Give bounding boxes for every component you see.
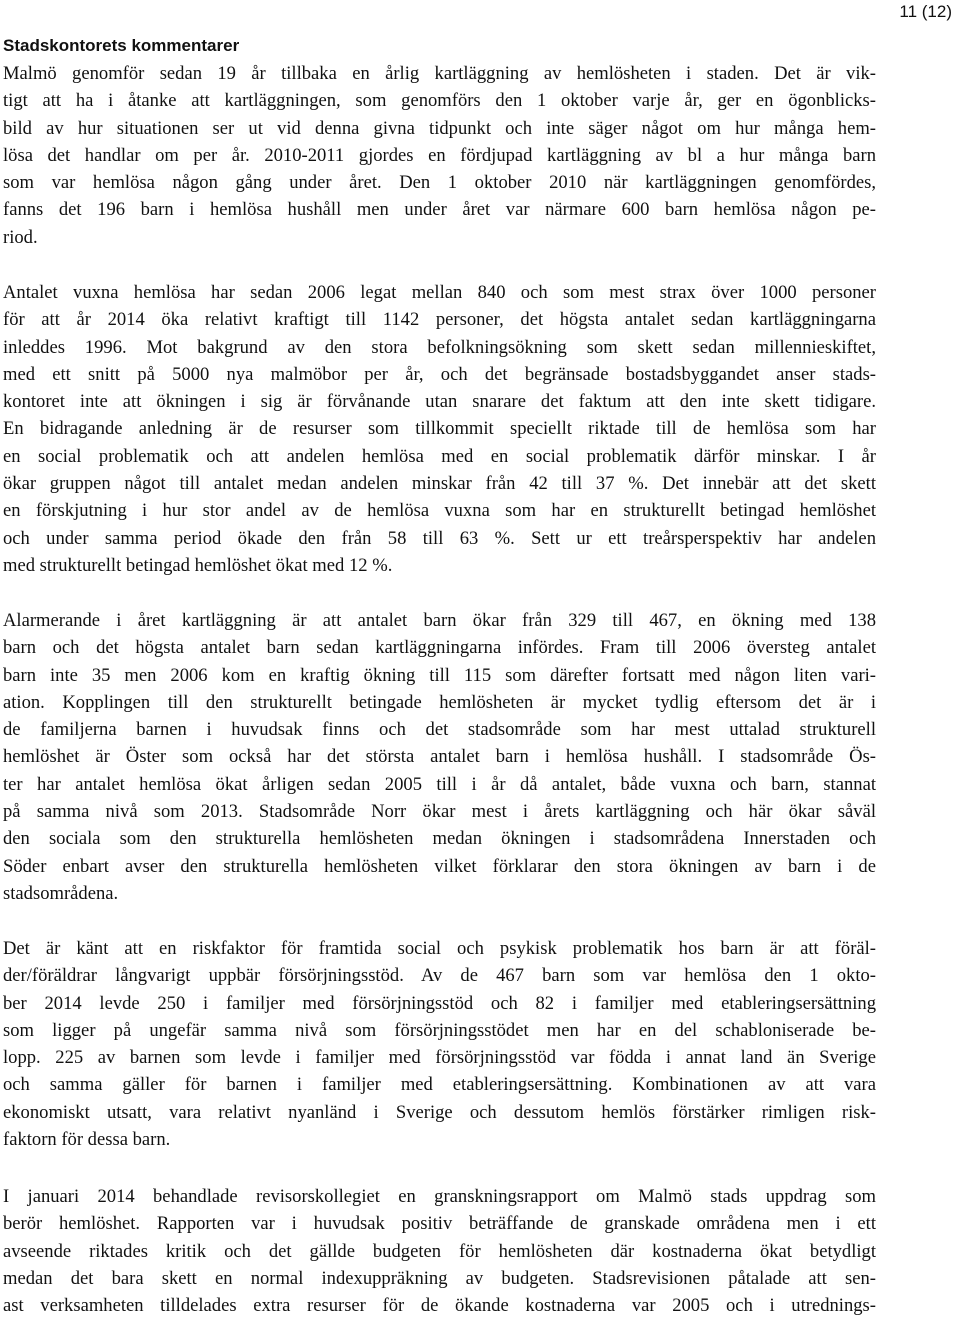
text-line: Alarmerande i året kartläggning är att antalet barn ökar från 329 till 467, en ökning med 138	[3, 610, 876, 631]
text-line: barn och det högsta antalet barn sedan kartläggningarna infördes. Fram till 2006 översteg antalet	[3, 637, 876, 659]
text-line: der/föräldrar långvarigt uppbär försörjningsstöd. Av de 467 barn som var hemlösa den 1 okto-	[3, 965, 876, 987]
paragraph-1	[3, 60, 876, 251]
text-line: Söder enbart avser den strukturella hemlösheten vilket förklarar den stora ökningen av barn i de	[3, 855, 876, 877]
section-heading: Stadskontorets kommentarer	[3, 36, 240, 55]
page-number: 11 (12)	[899, 2, 952, 21]
text-line: En bidragande anledning är de resurser som tillkommit speciellt riktade till de hemlösa som har	[3, 418, 876, 440]
text-line: Det är känt att en riskfaktor för framtida social och psykisk problematik hos barn är att föräl-	[3, 938, 876, 959]
text-line: en social problematik och att andelen hemlösa med en social problematik därför minskar. I år	[3, 445, 876, 467]
text-line: stadsområdena.	[3, 882, 119, 904]
text-line: riod.	[3, 226, 38, 248]
text-line: med strukturellt betingad hemlöshet ökat med 12 %.	[3, 554, 393, 576]
text-line: ber 2014 levde 250 i familjer med försörjningsstöd och 82 i familjer med etableringsersättning	[3, 992, 876, 1014]
text-line: tigt att ha i åtanke att kartläggningen, som genomförs den 1 oktober varje år, ger en ögonblicks-	[3, 90, 876, 112]
text-line: hemlöshet är Öster som också har det största antalet barn i hemlösa hushåll. I stadsområde Ös-	[3, 746, 876, 768]
text-line: I januari 2014 behandlade revisorskollegiet en granskningsrapport om Malmö stads uppdrag som	[3, 1186, 876, 1207]
text-line: på samma nivå som 2013. Stadsområde Norr ökar mest i årets kartläggning och här ökar såväl	[3, 801, 876, 823]
text-line: och under samma period ökade den från 58 till 63 %. Sett ur ett treårsperspektiv har andelen	[3, 527, 876, 549]
text-line: med ett snitt på 5000 nya malmöbor per år, och det begränsade bostadsbyggandet anser stads-	[3, 363, 876, 385]
text-line: avseende riktades kritik och det gällde budgeten för hemlösheten där kostnaderna ökat betydligt	[3, 1240, 876, 1262]
text-line: lösa det handlar om per år. 2010-2011 gjordes en fördjupad kartläggning av bl a hur många barn	[3, 144, 876, 166]
paragraph-5	[3, 1183, 876, 1319]
text-line: den sociala som den strukturella hemlösheten medan ökningen i stadsområdena Innerstaden och	[3, 828, 876, 850]
text-line: och samma gäller för barnen i familjer med etableringsersättning. Kombinationen av att vara	[3, 1074, 876, 1096]
paragraph-2	[3, 279, 876, 579]
text-line: en förskjutning i hur stor andel av de hemlösa vuxna som har en strukturellt betingad hemlöshet	[3, 500, 876, 522]
text-line: barn inte 35 men 2006 kom en kraftig ökning till 115 som därefter fortsatt med någon liten vari-	[3, 664, 876, 686]
text-line: medan det bara skett en normal indexuppräkning av budgeten. Stadsrevisionen påtalade att sen-	[3, 1267, 876, 1289]
text-line: för att år 2014 öka relativt kraftigt till 1142 personer, det högsta antalet sedan kartläggningarna	[3, 309, 876, 331]
text-line: ation. Kopplingen till den strukturellt betingade hemlösheten är mycket tydlig eftersom det är i	[3, 691, 876, 713]
text-line: de familjerna barnen i huvudsak finns och det stadsområde som har mest uttalad strukturell	[3, 719, 876, 741]
text-line: inleddes 1996. Mot bakgrund av den stora befolkningsökning som skett sedan millennieskiftet,	[3, 336, 876, 358]
text-line: lopp. 225 av barnen som levde i familjer med försörjningsstöd var födda i annat land än Sverige	[3, 1047, 876, 1069]
text-line: ekonomiskt utsatt, vara relativt nyanländ i Sverige och dessutom hemlös förstärker rimligen risk-	[3, 1101, 876, 1123]
text-line: kontoret inte att ökningen i sig är förvånande utan snarare det faktum att den inte skett tidigare.	[3, 391, 876, 413]
text-line: berör hemlöshet. Rapporten var i huvudsak positiv beträffande de granskade områdena men i ett	[3, 1213, 876, 1235]
text-line: fanns det 196 barn i hemlösa hushåll men under året var närmare 600 barn hemlösa någon pe-	[3, 199, 876, 221]
text-line: bild av hur situationen ser ut vid denna givna tidpunkt och inte säger något om hur många hem-	[3, 117, 876, 139]
paragraph-4	[3, 935, 876, 1153]
text-line: ter har antalet hemlösa ökat årligen sedan 2005 till i år då antalet, både vuxna och barn, stannat	[3, 773, 876, 795]
paragraph-3	[3, 607, 876, 907]
text-line: ast verksamheten tilldelades extra resurser för de ökande kostnaderna var 2005 och i utrednings-	[3, 1295, 876, 1317]
text-line: som ligger på ungefär samma nivå som försörjningsstödet men har en del schabloniserade be-	[3, 1019, 876, 1041]
text-line: faktorn för dessa barn.	[3, 1129, 171, 1151]
text-line: som var hemlösa någon gång under året. Den 1 oktober 2010 när kartläggningen genomfördes,	[3, 172, 876, 194]
text-line: Malmö genomför sedan 19 år tillbaka en årlig kartläggning av hemlösheten i staden. Det är vik-	[3, 63, 876, 84]
text-line: ökar gruppen något till antalet medan andelen minskar från 42 till 37 %. Det innebär att det skett	[3, 473, 876, 495]
text-line: Antalet vuxna hemlösa har sedan 2006 legat mellan 840 och som mest strax över 1000 personer	[3, 282, 876, 303]
